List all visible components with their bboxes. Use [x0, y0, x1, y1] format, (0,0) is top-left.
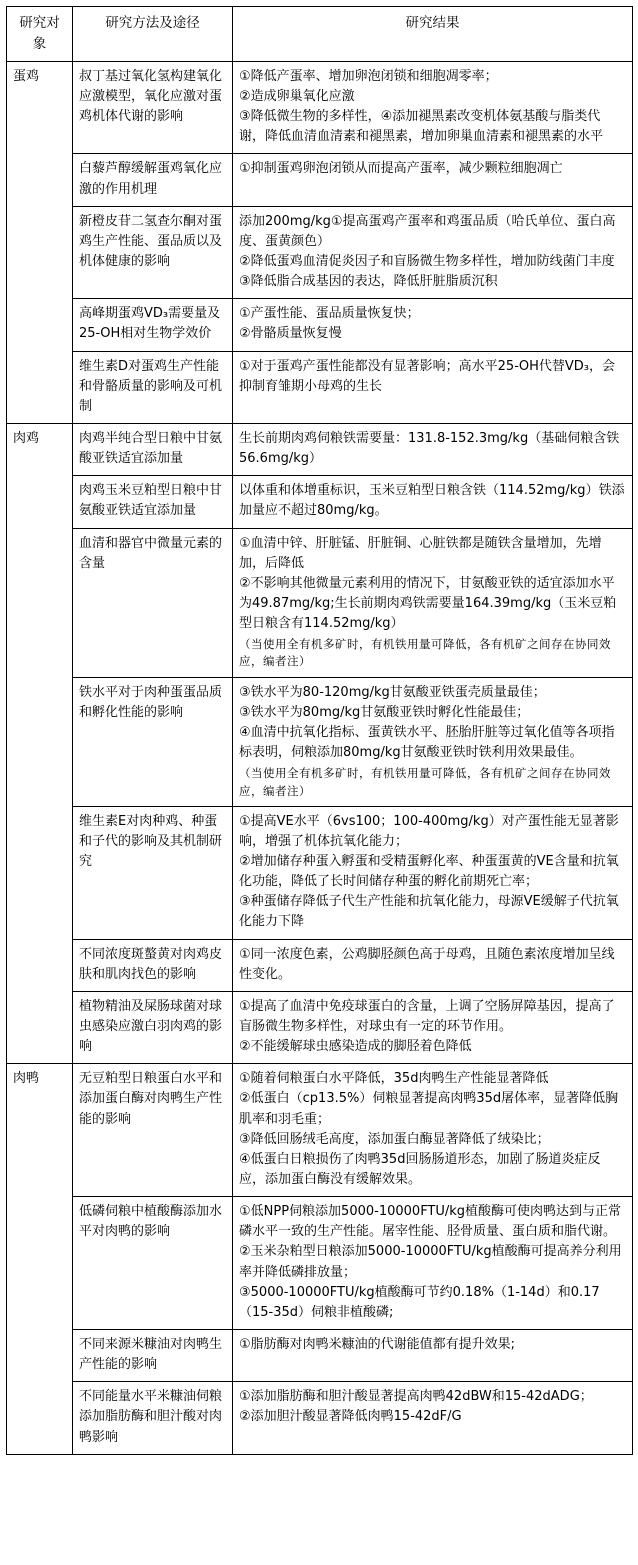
table-row [7, 1330, 633, 1382]
result-line: 以体重和体增重标识，玉米豆粕型日粮含铁（114.52mg/kg）铁添加量应不超过80mg/kg。 [239, 483, 625, 519]
result-line: ①抑制蛋鸡卵泡闭锁从而提高产蛋率，减少颗粒细胞凋亡 [239, 161, 563, 177]
cell-method: 维生素D对蛋鸡生产性能和骨骼质量的影响及可机制 [73, 351, 233, 423]
table-row [7, 1382, 633, 1454]
result-line: ①提高了血清中免疫球蛋白的含量，上调了空肠屏障基因，提高了盲肠微生物多样性，对球虫有一定的环节作用。 [239, 998, 615, 1035]
table-row [7, 206, 633, 299]
cell-method: 高峰期蛋鸡VD₃需要量及25-OH相对生物学效价 [73, 299, 233, 351]
cell-result [233, 299, 633, 351]
cell-subject: 肉鸡 [7, 423, 73, 1063]
cell-method: 低磷伺粮中植酸酶添加水平对肉鸭的影响 [73, 1197, 233, 1330]
result-line: ②增加储存种蛋入孵蛋和受精蛋孵化率、种蛋蛋黄的VE含量和抗氧化功能，降低了长时间储存种蛋的孵化前期死亡率； [239, 854, 619, 890]
cell-method: 血清和器官中微量元素的含量 [73, 528, 233, 677]
result-line: ①产蛋性能、蛋品质量恢复快； [239, 306, 420, 322]
cell-method: 肉鸡玉米豆粕型日粮中甘氨酸亚铁适宜添加量 [73, 476, 233, 528]
result-line: ①随着伺粮蛋白水平降低，35d肉鸭生产性能显著降低 [239, 1071, 549, 1087]
result-line: ③铁水平为80mg/kg甘氨酸亚铁时孵化性能最佳； [239, 704, 530, 720]
cell-result [233, 476, 633, 528]
cell-result [233, 1197, 633, 1330]
cell-method: 肉鸡半纯合型日粮中甘氨酸亚铁适宜添加量 [73, 423, 233, 475]
cell-result [233, 1064, 633, 1197]
table-row [7, 1197, 633, 1330]
result-line: ②降低蛋鸡血清促炎因子和盲肠微生物多样性，增加防线菌门丰度 [239, 253, 615, 269]
result-line: ③降低回肠绒毛高度，添加蛋白酶显著降低了绒染比； [239, 1131, 550, 1147]
result-line: ②低蛋白（cp13.5%）伺粮显著提高肉鸭35d屠体率，显著降低胸肌率和羽毛重； [239, 1091, 619, 1127]
table-row [7, 1064, 633, 1197]
table-row [7, 991, 633, 1063]
result-line: ③种蛋储存降低子代生产性能和抗氧化能力，母源VE缓解子代抗氧化能力下降 [239, 894, 619, 930]
editor-note: （当使用全有机多矿时，有机铁用量可降低，各有机矿之间存在协同效应，编者注） [239, 637, 611, 669]
cell-method: 植物精油及屎肠球菌对球虫感染应激白羽肉鸡的影响 [73, 991, 233, 1063]
result-line: 添加200mg/kg①提高蛋鸡产蛋率和鸡蛋品质（哈氏单位、蛋白高度、蛋黄颜色） [239, 213, 616, 249]
cell-method: 不同浓度斑螯黄对肉鸡皮肤和肌肉找色的影响 [73, 939, 233, 991]
result-line: ③降低微生物的多样性，④添加褪黑素改变机体氨基酸与脂类代谢，降低血清血清素和褪黑素，增加卵巢血清素和褪黑素的水平 [239, 109, 604, 145]
table-row [7, 476, 633, 528]
result-line: ①提高VE水平（6vs100；100-400mg/kg）对产蛋性能无显著影响，增强了机体抗氧化能力； [239, 813, 619, 849]
cell-result [233, 1330, 633, 1382]
cell-result [233, 528, 633, 677]
cell-method: 不同能量水平米糠油伺粮添加脂肪酶和胆汁酸对肉鸭影响 [73, 1382, 233, 1454]
result-line: ①对于蛋鸡产蛋性能都没有显著影响；高水平25-OH代替VD₃，会抑制育雏期小母鸡的生长 [239, 358, 616, 394]
cell-method: 不同来源米糠油对肉鸭生产性能的影响 [73, 1330, 233, 1382]
cell-method: 维生素E对肉种鸡、种蛋和子代的影响及其机制研究 [73, 806, 233, 939]
result-line: ①添加脂肪酶和胆汁酸显著提高肉鸭42dBW和15-42dADG； [239, 1389, 593, 1405]
result-line: ③铁水平为80-120mg/kg甘氨酸亚铁蛋壳质量最佳； [239, 684, 546, 700]
result-line: ①降低产蛋率、增加卵泡闭锁和细胞凋零率； [239, 68, 498, 84]
cell-result [233, 351, 633, 423]
cell-result [233, 206, 633, 299]
table-row [7, 299, 633, 351]
result-line: ②不能缓解球虫感染造成的脚胫着色降低 [239, 1039, 472, 1055]
result-line: ②造成卵巢氧化应激 [239, 88, 355, 104]
table-header-row [7, 7, 633, 62]
result-line: ①同一浓度色素，公鸡脚胫颜色高于母鸡，且随色素浓度增加呈线性变化。 [239, 946, 615, 982]
table-row [7, 423, 633, 475]
table-row [7, 677, 633, 806]
cell-method: 叔丁基过氧化氢构建氧化应激模型，氧化应激对蛋鸡机体代谢的影响 [73, 61, 233, 154]
column-header-result: 研究结果 [233, 7, 633, 62]
cell-subject: 肉鸭 [7, 1064, 73, 1454]
table-row [7, 154, 633, 206]
cell-method: 铁水平对于肉种蛋蛋品质和孵化性能的影响 [73, 677, 233, 806]
cell-method: 白藜芦醇缓解蛋鸡氧化应激的作用机理 [73, 154, 233, 206]
table-body [7, 61, 633, 1454]
result-line: ②不影响其他微量元素利用的情况下，甘氨酸亚铁的适宜添加水平为49.87mg/kg;生长前期肉鸡铁需要量164.39mg/kg（玉米豆粕型日粮含有114.52mg/kg） [239, 575, 617, 632]
cell-result [233, 806, 633, 939]
cell-result [233, 677, 633, 806]
result-line: ②添加胆汁酸显著降低肉鸭15-42dF/G [239, 1409, 462, 1425]
cell-result [233, 991, 633, 1063]
result-line: ②玉米杂粕型日粮添加5000-10000FTU/kg植酸酶可提高养分利用率并降低磷排放量； [239, 1244, 622, 1280]
cell-subject: 蛋鸡 [7, 61, 73, 423]
cell-method: 无豆粕型日粮蛋白水平和添加蛋白酶对肉鸭生产性能的影响 [73, 1064, 233, 1197]
research-results-table [6, 6, 633, 1455]
column-header-method: 研究方法及途径 [73, 7, 233, 62]
result-line: 生长前期肉鸡伺粮铁需要量：131.8-152.3mg/kg（基础伺粮含铁56.6mg/kg） [239, 430, 620, 467]
result-line: ①脂肪酶对肉鸭米糠油的代谢能值都有提升效果; [239, 1337, 516, 1353]
result-line: ④低蛋白日粮损伤了肉鸭35d回肠肠道形态，加剧了肠道炎症反应，添加蛋白酶没有缓解效果。 [239, 1151, 601, 1188]
table-row [7, 806, 633, 939]
cell-result [233, 61, 633, 154]
result-line: ①血清中锌、肝脏锰、肝脏铜、心脏铁都是随铁含量增加，先增加，后降低 [239, 535, 602, 571]
result-line: ②骨骼质量恢复慢 [239, 326, 342, 342]
cell-method: 新橙皮苷二氢查尔酮对蛋鸡生产性能、蛋品质以及机体健康的影响 [73, 206, 233, 299]
result-line: ③降低脂合成基因的表达，降低肝脏脂质沉积 [239, 274, 498, 290]
table-row [7, 61, 633, 154]
cell-result [233, 423, 633, 475]
column-header-subject: 研究对象 [7, 7, 73, 62]
result-line: ③5000-10000FTU/kg植酸酶可节约0.18%（1-14d）和0.17（15-35d）伺粮非植酸磷; [239, 1284, 600, 1320]
cell-result [233, 154, 633, 206]
result-line: ①低NPP伺粮添加5000-10000FTU/kg植酸酶可使肉鸭达到与正常磷水平一致的生产性能。屠宰性能、胫骨质量、蛋白质和脂代谢。 [239, 1204, 622, 1240]
table-row [7, 939, 633, 991]
table-row [7, 351, 633, 423]
cell-result [233, 939, 633, 991]
result-line: ④血清中抗氧化指标、蛋黄铁水平、胚胎肝脏等过氧化值等各项指标表明，伺粮添加80mg/kg甘氨酸亚铁时铁利用效果最佳。 [239, 725, 615, 761]
cell-result [233, 1382, 633, 1454]
table-row [7, 528, 633, 677]
editor-note: （当使用全有机多矿时，有机铁用量可降低，各有机矿之间存在协同效应，编者注） [239, 766, 611, 798]
